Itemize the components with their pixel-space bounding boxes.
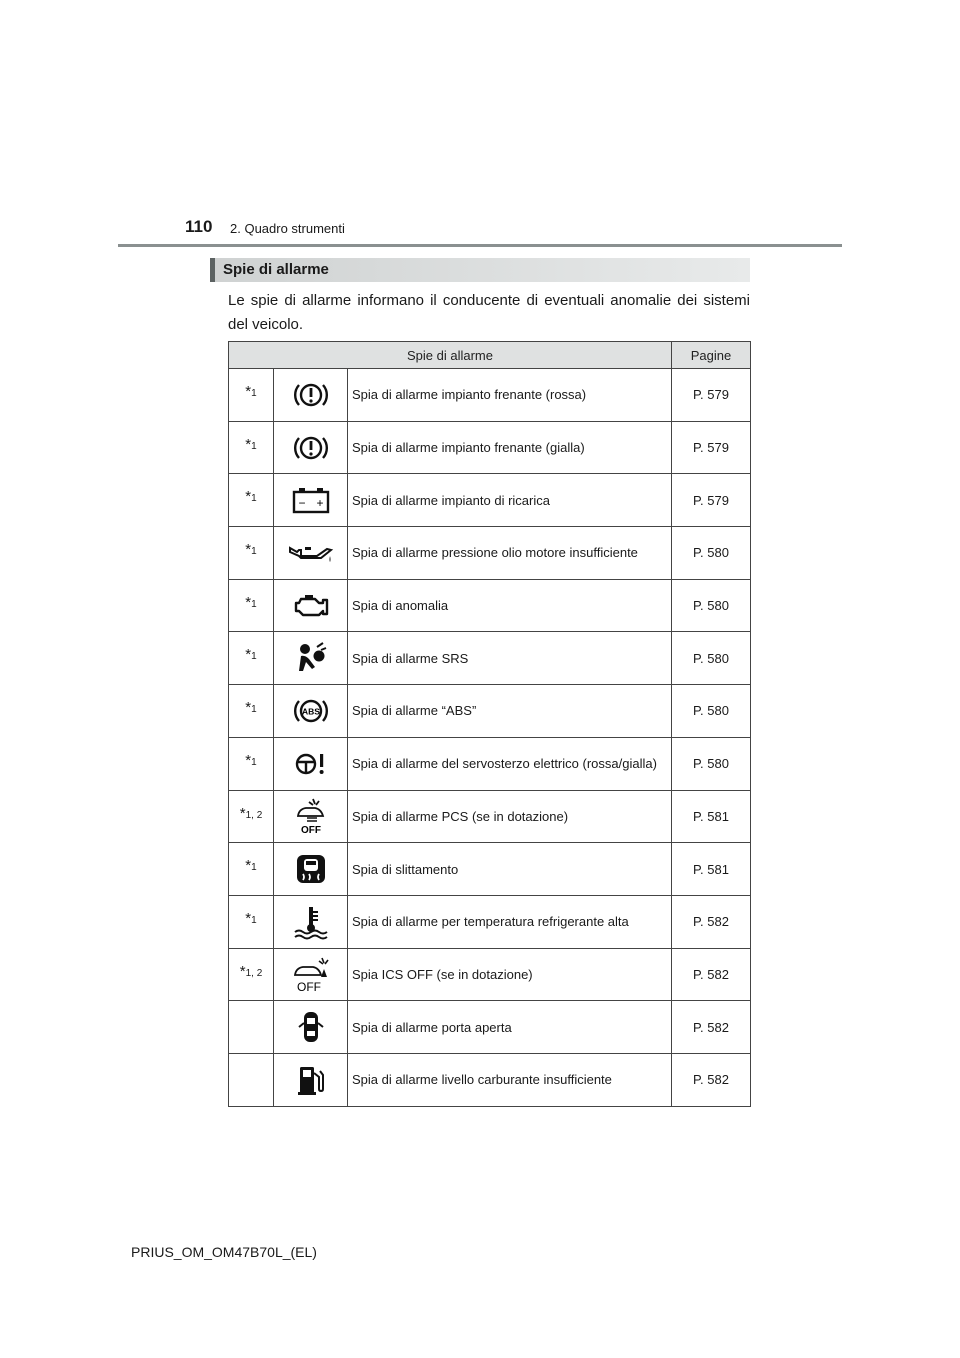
table-row (229, 579, 751, 632)
table-row (229, 948, 751, 1001)
footnote-mark: *1 (229, 737, 274, 790)
table-row (229, 1001, 751, 1054)
warning-lights-table (228, 341, 751, 1107)
footnote-mark: *1 (229, 895, 274, 948)
section-title: Spie di allarme (223, 261, 329, 278)
table-row (229, 1053, 751, 1106)
page-reference: P. 579 (672, 421, 751, 474)
warning-description: Spia ICS OFF (se in dotazione) (348, 948, 672, 1001)
footnote-mark: *1 (229, 369, 274, 422)
table-row (229, 737, 751, 790)
table-row (229, 843, 751, 896)
warning-description: Spia di allarme SRS (348, 632, 672, 685)
page-reference: P. 581 (672, 843, 751, 896)
page-number: 110 (185, 217, 213, 236)
header-rule (118, 244, 842, 247)
battery-plus-label: + (315, 496, 324, 511)
page-reference: P. 579 (672, 474, 751, 527)
page-reference: P. 580 (672, 527, 751, 580)
footnote-mark: *1, 2 (229, 948, 274, 1001)
ics-off-icon (291, 955, 331, 993)
abs-label: ABS (301, 706, 320, 717)
warning-description: Spia di anomalia (348, 579, 672, 632)
page-reference: P. 582 (672, 1001, 751, 1054)
page-reference: P. 580 (672, 737, 751, 790)
page-reference: P. 582 (672, 948, 751, 1001)
footnote-mark: *1 (229, 474, 274, 527)
table-row (229, 474, 751, 527)
warning-description: Spia di allarme PCS (se in dotazione) (348, 790, 672, 843)
warning-description: Spia di allarme impianto di ricarica (348, 474, 672, 527)
header-pages: Pagine (672, 342, 751, 369)
intro-paragraph: Le spie di allarme informano il conducente di eventuali anomalie dei sistemi del veicolo. (228, 292, 750, 333)
ics-off-label: OFF (296, 980, 321, 994)
airbag-icon (293, 641, 329, 675)
table-row (229, 790, 751, 843)
page-reference: P. 582 (672, 895, 751, 948)
warning-description: Spia di allarme impianto frenante (gialla) (348, 421, 672, 474)
table-row (229, 421, 751, 474)
coolant-temperature-icon (291, 904, 331, 940)
section-heading-bar (210, 258, 215, 282)
warning-description: Spia di allarme porta aperta (348, 1001, 672, 1054)
page-reference: P. 582 (672, 1053, 751, 1106)
table-row (229, 632, 751, 685)
pcs-off-label: OFF (300, 825, 321, 836)
section-heading (210, 258, 750, 282)
warning-description: Spia di allarme per temperatura refrigerante alta (348, 895, 672, 948)
footnote-mark: *1, 2 (229, 790, 274, 843)
pcs-off-icon (293, 797, 329, 835)
brake-warning-red-icon (293, 379, 329, 411)
brake-warning-yellow-icon (293, 432, 329, 464)
abs-icon (293, 695, 329, 727)
document-code: PRIUS_OM_OM47B70L_(EL) (131, 1244, 317, 1260)
warning-description: Spia di allarme “ABS” (348, 685, 672, 738)
header-warning-lights: Spie di allarme (229, 342, 672, 369)
battery-minus-label: − (297, 496, 306, 511)
battery-icon (291, 485, 331, 515)
steering-warning-icon (293, 749, 329, 779)
footnote-mark: *1 (229, 843, 274, 896)
page-reference: P. 580 (672, 685, 751, 738)
page-reference: P. 580 (672, 579, 751, 632)
footnote-mark (229, 1053, 274, 1106)
fuel-icon (296, 1063, 326, 1097)
table-row (229, 895, 751, 948)
footnote-mark: *1 (229, 527, 274, 580)
footnote-mark: *1 (229, 632, 274, 685)
page-reference: P. 580 (672, 632, 751, 685)
engine-icon (291, 591, 331, 621)
oil-can-icon (287, 540, 335, 566)
footnote-mark: *1 (229, 421, 274, 474)
table-row (229, 369, 751, 422)
table-header-row (229, 342, 751, 369)
warning-description: Spia di allarme impianto frenante (rossa) (348, 369, 672, 422)
page-reference: P. 581 (672, 790, 751, 843)
warning-description: Spia di allarme livello carburante insufficiente (348, 1053, 672, 1106)
table-row (229, 685, 751, 738)
warning-description: Spia di slittamento (348, 843, 672, 896)
page-reference: P. 579 (672, 369, 751, 422)
footnote-mark (229, 1001, 274, 1054)
warning-description: Spia di allarme del servosterzo elettrico (rossa/gialla) (348, 737, 672, 790)
table-row (229, 527, 751, 580)
skid-icon (294, 852, 328, 886)
footnote-mark: *1 (229, 579, 274, 632)
chapter-title: 2. Quadro strumenti (230, 221, 345, 236)
door-open-icon (296, 1009, 326, 1045)
footnote-mark: *1 (229, 685, 274, 738)
warning-description: Spia di allarme pressione olio motore insufficiente (348, 527, 672, 580)
